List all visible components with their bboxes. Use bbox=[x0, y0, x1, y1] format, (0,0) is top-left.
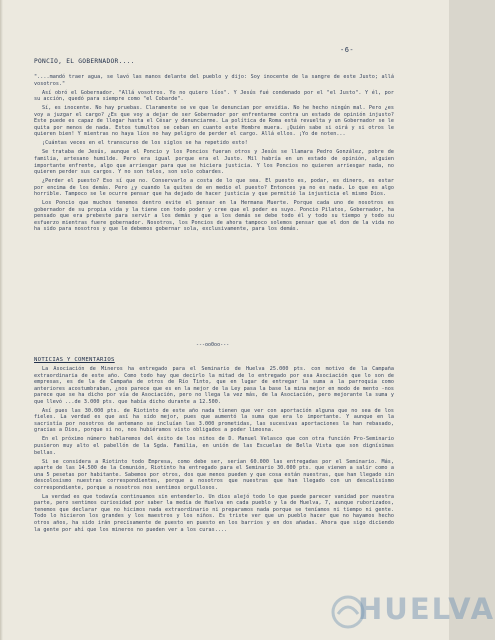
article-paragraph: ¡Cuántas veces en el transcurso de los siglos se ha repetido esto! bbox=[42, 140, 248, 147]
article-paragraph: ¿Perder el puesto? Eso sí que no. Conservarlo a costa de lo que sea. El puesto es, podar, es dinero, es estar por encima de los demás. Pero ¿y cuando la quites de en medio el puesto? Entonces ya no es nada. Lo que es algo horrible. Tampoco se le ocurre pensar que ha dejado de hacer justicia y que permitió la injusticia el mismo Dios. bbox=[34, 178, 394, 198]
news-paragraph: La verdad es que todavía continuamos sin entenderlo. Un dios alejó todo lo que puede parecer vanidad por nuestra parte, pero sentimos curiosidad por saber la media de Huelva en cada pueblo y la de Huelva, 7, aunque ruborizados, tenemos que declarar que no hicimos nada extraordinario ni preparamos nada porque se teníamos ni tiempo ni gente. Todo lo hicieron los grandes y los maestros y los niños. Es triste ver que un pueblo hacer que no hayamos hecho otros años, ha sido irán precisamente de puesto en puesto en los barrios y en dos añadas. Ahora que sigo diciendo la gente por ahí que los mineros no pueden ver a los curas.... bbox=[34, 493, 394, 533]
separator: ---oo0oo--- bbox=[196, 342, 230, 348]
archive-stamp bbox=[328, 586, 495, 636]
news-body bbox=[34, 366, 394, 536]
article-paragraph: Sí, es inocente. No hay pruebas. Claramente se ve que le denuncian por envidia. No he hecho ningún mal. Pero ¿es voy a juzgar el cargo? ¿Es que voy a dejar de ser Gobernador por enfrentarme contra un estado de opinión injusto? Este puede es capaz de llegar hasta el César y denunciarme. La política de Roma está revuelta y un Gobernador se le quita por menos de nada. Estos tumultos se ceban en cuanto este Hombre muera. ¡Quién sabe si oirá y si otros le quieren bien! Y mientras no haya líos no hay peligro de perder el cargo. Allá ellos. ¡Yo de noten... bbox=[34, 105, 394, 138]
news-paragraph: Si se considera a Riotinto todo Empresa, como debe ser, serían 60.000 las entregadas por el Seminario. Más, aparte de las 14.500 de la Comunión, Riotinto ha entregado para el Seminario 30.000 pts. que vienen a salir como a una 5 pesetas por habitante. Sabemos por otros, dos que menos pueden y que cosa están nuestras, que han llegado sin descolosismo nuestras correspondientes, porque a nosotros que nuestras que han llegado con un descalisismo correspondiente, porque a nosotros nos sentimos orgullosos. bbox=[34, 458, 394, 491]
article-title: PONCIO, EL GOBERNADOR.... bbox=[34, 58, 135, 65]
section-title: NOTICIAS Y COMENTARIOS bbox=[34, 357, 115, 363]
article-body bbox=[34, 74, 394, 236]
article-paragraph: Los Poncio que muchos tenemos dentro evite el pensar en la Hermana Muerte. Porque cada uno de nosotros es gobernador de su propia vida y la tiene con todo poder y cree que el poder es suyo. Poncio Pilatos, Gobernador, ha pensado que era prebeste para servir a los demás y que a los demás se debe todo él y todo su tiempo y todo su esfuerzo mientras fuere gobernador. Nosotros, los Poncios de ahora tampoco solemos pensar que el don de la vida no ha sido para nosotros y que le debemos gobernar sola, exclusivamente, para los demás. bbox=[34, 200, 394, 233]
news-paragraph: En el próximo número hablaremos del éxito de los niños de D. Manuel Velasco que con otra función Pro-Seminario pusieron muy alto el pabellón de la Sgda. Familia, en unión de las Escuelas de Bella Vista que son dignísimas bellas. bbox=[34, 436, 394, 456]
news-paragraph: La Asociación de Mineros ha entregado para el Seminario de Huelva 25.000 pts. con motivo de la Campaña extraordinaria de este año. Como todo hay que decirlo la mitad de lo entregado por esa Asociación que lo son de empresas, es de la de Campaña de otros de Río Tinto, que en lugar de entregar la suma a la parroquia como anteriores acostumbraban, ¿nos parece que es en la mejor de la Ley pasa la base la mina mejor en modo de mento -nos parece que se ha dicho por vía de Asociación, pero no llega la vez más, de la Asociación, pero mejorante la suma y que llevó ...de 3.000 pts. que había dicho durante a 12.500. bbox=[34, 366, 394, 405]
article-paragraph: "....mandó traer agua, se lavó las manos delante del pueblo y dijo: Soy inocente de la sangre de este Justo; allá vosotros." bbox=[34, 74, 394, 87]
news-paragraph: Así pues las 30.000 pts. de Riotinto de este año nada tienen que ver con aportación alguna que no sea de los fieles. La verdad es que así ha sido mejor, pues que aumentó la suma que era lo importante. Y aunque en la sacristía por nosotros de antemano se incluían las 3.000 prometidas, las sucesivas aportaciones la han rebasado, gracias a Dios, porque si no, nos hubiéramos visto obligados a poder limosna. bbox=[34, 407, 394, 434]
stamp-text: HUELVA bbox=[358, 592, 495, 626]
article-paragraph: Así obró el Gobernador. "Allá vosotros. Yo no quiero líos". Y Jesús fué condenado por el "el Justo". Y él, por su acción, quedó para siempre como "el Cobarde". bbox=[34, 89, 394, 103]
page-number: -6- bbox=[340, 46, 355, 54]
scan-edge bbox=[0, 0, 3, 640]
article-paragraph: Se trataba de Jesús, aunque el Poncio y los Poncios fueran otros y Jesús se llamara Pedro González, pobre de familia, artesano humilde. Pero era igual porque era el Justo. Mil habría en un estado de opinión, alguien importante enfrente, algo que arriesgar para que se hiciera justicia. Y los Poncios no quieren arriesgar nada, no quieren perder sus cargos. Y no son telos, son solo cobardes. bbox=[34, 149, 394, 176]
